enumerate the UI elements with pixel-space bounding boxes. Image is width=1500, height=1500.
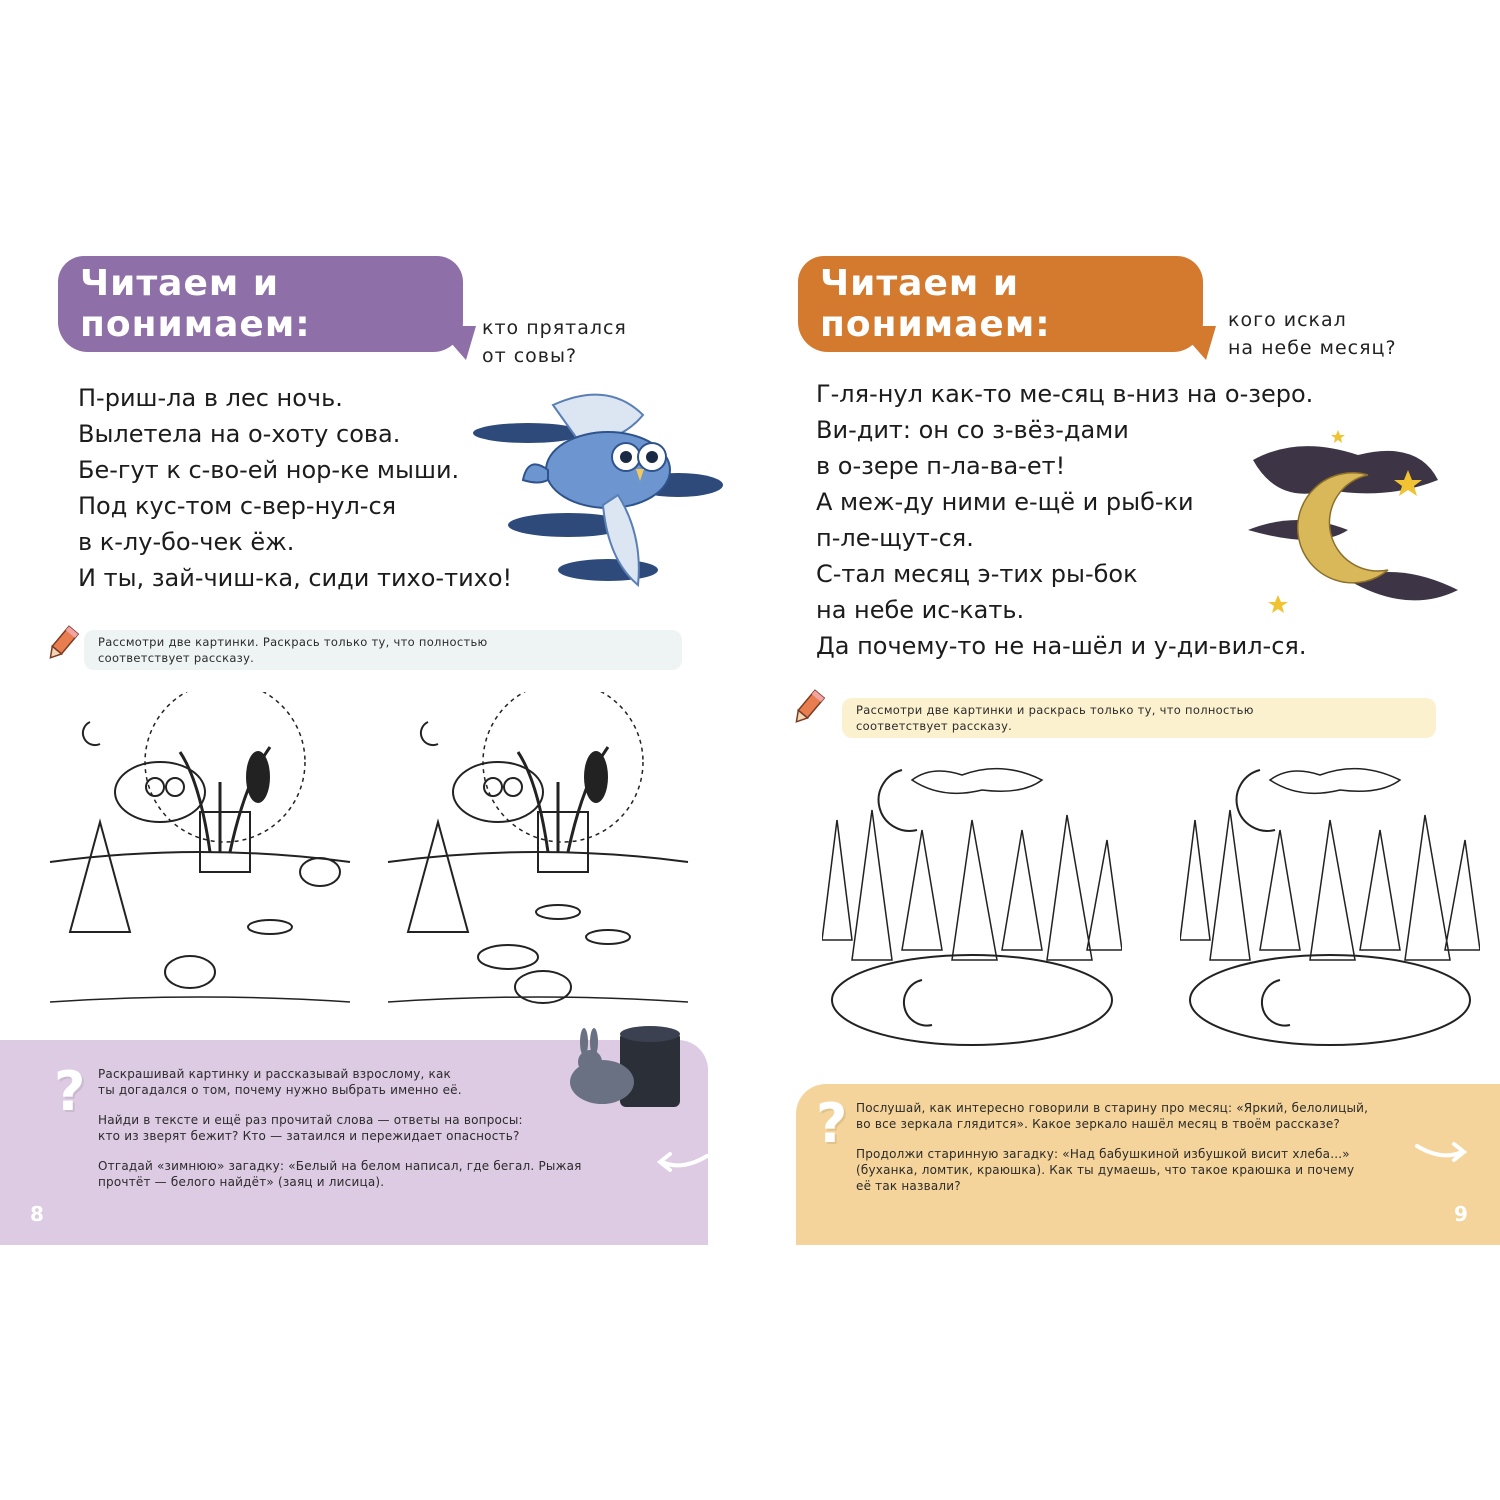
question-mark-icon: ? — [54, 1060, 86, 1123]
left-question: кто прятался от совы? — [482, 317, 627, 367]
poem-line: в о-зере п-ла-ва-ет! — [816, 452, 1066, 480]
arrow-left-icon[interactable] — [652, 1146, 712, 1176]
arrow-right-icon[interactable] — [1412, 1136, 1472, 1166]
poem-line: Да почему-то не на-шёл и у-ди-вил-ся. — [816, 632, 1307, 660]
right-task-strip: Рассмотри две картинки и раскрась только ту, что полностью соответствует рассказу. — [842, 698, 1436, 738]
poem-line: на небе ис-кать. — [816, 596, 1025, 624]
moon-illustration — [1238, 420, 1468, 620]
coloring-picture-4[interactable] — [1180, 760, 1480, 1050]
poem-line: С-тал месяц э-тих ры-бок — [816, 560, 1138, 588]
page-number: 8 — [30, 1202, 44, 1226]
poem-line: П-риш-ла в лес ночь. — [78, 384, 343, 412]
right-question: кого искал на небе месяц? — [1228, 309, 1397, 359]
right-panel-text: Послушай, как интересно говорили в старину про месяц: «Яркий, белолицый, во все зеркала глядится». Какое зеркало нашёл месяц в твоём рассказе? Продолжи старинную загадку: «Над бабушкиной избушкой висит хлеба...» (буханка, ломтик, краюшка). Как ты думаешь, что такое краюшка и почему её так назвали? — [856, 1101, 1369, 1193]
left-panel-text: Раскрашивай картинку и рассказывай взрослому, как ты догадался о том, почему нужно выбрать именно её. Найди в тексте и ещё раз прочитай слова — ответы на вопросы: кто из зверят бежит? Кто — затаился и пережидает опасность? Отгадай «зимнюю» загадку: «Белый на белом написал, где бегал. Рыжая прочтёт — белого найдёт» (заяц и лисица). — [98, 1067, 582, 1189]
left-heading-bubble — [58, 256, 463, 352]
poem-line: И ты, зай-чиш-ка, сиди тихо-тихо! — [78, 564, 513, 592]
coloring-picture-2[interactable] — [378, 692, 696, 1022]
coloring-picture-3[interactable] — [822, 760, 1122, 1050]
right-heading-bubble — [798, 256, 1203, 352]
owl-illustration — [468, 385, 728, 595]
poem-line: А меж-ду ними е-щё и рыб-ки — [816, 488, 1194, 516]
right-heading: Читаем и понимаем: — [820, 263, 1051, 345]
poem-line: Ви-дит: он со з-вёз-дами — [816, 416, 1129, 444]
poem-line: в к-лу-бо-чек ёж. — [78, 528, 295, 556]
bubble-tail-icon — [1176, 326, 1216, 366]
pencil-icon — [788, 688, 828, 728]
page-number: 9 — [1454, 1202, 1468, 1226]
coloring-picture-1[interactable] — [40, 692, 358, 1022]
pencil-icon — [42, 624, 82, 664]
right-page — [750, 0, 1500, 1500]
poem-line: Г-ля-нул как-то ме-сяц в-низ на о-зеро. — [816, 380, 1314, 408]
poem-line: п-ле-щут-ся. — [816, 524, 974, 552]
left-poem — [78, 380, 512, 596]
left-heading: Читаем и понимаем: — [80, 263, 311, 345]
bubble-tail-icon — [436, 326, 476, 366]
poem-line: Вылетела на о-хоту сова. — [78, 420, 401, 448]
left-task-strip: Рассмотри две картинки. Раскрась только ту, что полностью соответствует рассказу. — [84, 630, 682, 670]
poem-line: Бе-гут к с-во-ей нор-ке мыши. — [78, 456, 460, 484]
question-mark-icon: ? — [816, 1092, 848, 1155]
poem-line: Под кус-том с-вер-нул-ся — [78, 492, 397, 520]
